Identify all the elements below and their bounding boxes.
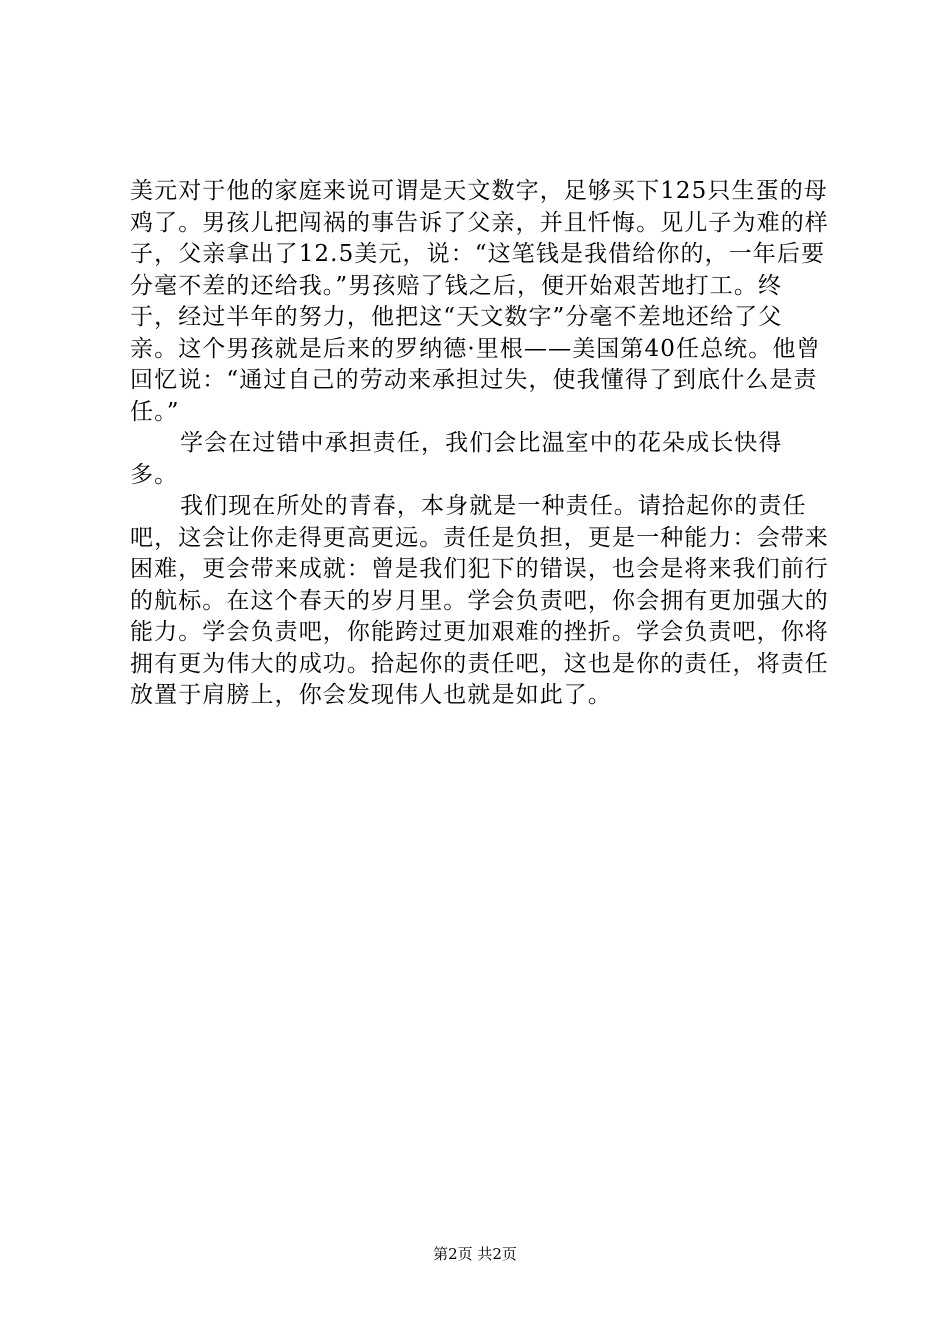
paragraph-2: 学会在过错中承担责任，我们会比温室中的花朵成长快得多。	[130, 430, 783, 488]
page-footer	[0, 1244, 950, 1264]
document-body	[130, 176, 830, 712]
paragraph-1: 美元对于他的家庭来说可谓是天文数字，足够买下125只生蛋的母鸡了。男孩儿把闯祸的事告诉了父亲，并且忏悔。见儿子为难的样子，父亲拿出了12.5美元，说：“这笔钱是我借给你的，一年后要分毫不差的还给我。”男孩赔了钱之后，便开始艰苦地打工。终于，经过半年的努力，他把这“天文数字”分毫不差地还给了父亲。这个男孩就是后来的罗纳德·里根——美国第40任总统。他曾回忆说：“通过自己的劳动来承担过失，使我懂得了到底什么是责任。”	[130, 178, 829, 425]
page-number: 第2页 共2页	[433, 1245, 517, 1263]
paragraph-3: 我们现在所处的青春，本身就是一种责任。请拾起你的责任吧，这会让你走得更高更远。责任是负担，更是一种能力：会带来困难，更会带来成就：曾是我们犯下的错误，也会是将来我们前行的航标。在这个春天的岁月里。学会负责吧，你会拥有更加强大的能力。学会负责吧，你能跨过更加艰难的挫折。学会负责吧，你将拥有更为伟大的成功。拾起你的责任吧，这也是你的责任，将责任放置于肩膀上，你会发现伟人也就是如此了。	[130, 493, 829, 708]
